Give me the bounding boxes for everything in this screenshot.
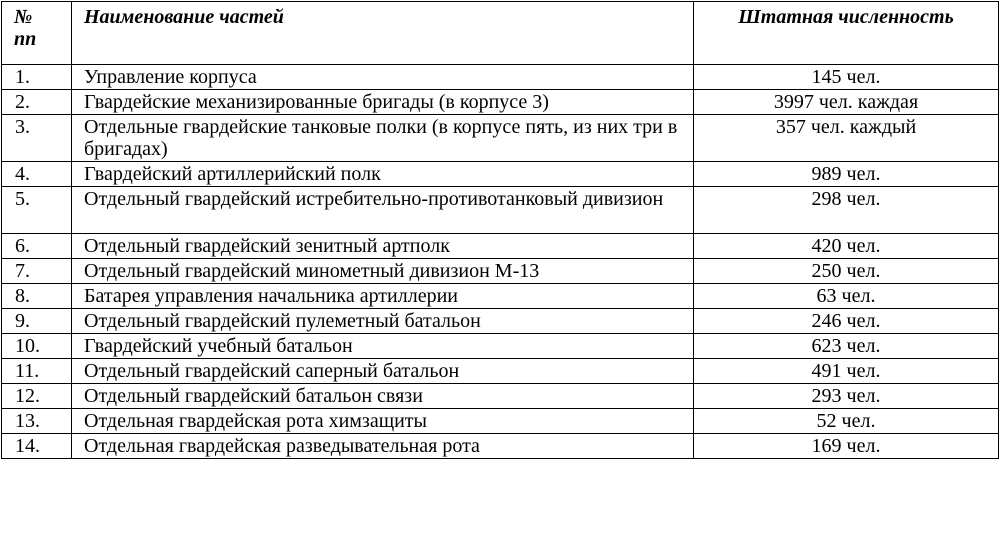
header-number-abbr: пп (14, 28, 37, 50)
table-row (2, 284, 999, 309)
row-unit-name: Отдельный гвардейский батальон связи (72, 384, 694, 409)
row-number: 3. (2, 115, 72, 162)
row-staff-count: 357 чел. каждый (694, 115, 999, 162)
row-number: 10. (2, 334, 72, 359)
row-number: 11. (2, 359, 72, 384)
table-row (2, 434, 999, 459)
row-unit-name: Отдельные гвардейские танковые полки (в корпусе пять, из них три в бригадах) (72, 115, 694, 162)
row-staff-count: 250 чел. (694, 259, 999, 284)
table-row (2, 234, 999, 259)
row-unit-name: Гвардейский артиллерийский полк (72, 162, 694, 187)
table-row (2, 115, 999, 162)
table-row (2, 359, 999, 384)
row-number: 6. (2, 234, 72, 259)
row-number: 2. (2, 90, 72, 115)
row-number: 13. (2, 409, 72, 434)
header-unit-name: Наименование частей (72, 2, 694, 65)
row-staff-count: 246 чел. (694, 309, 999, 334)
row-number: 5. (2, 187, 72, 234)
table-header-row (2, 2, 999, 65)
row-staff-count: 145 чел. (694, 65, 999, 90)
row-staff-count: 3997 чел. каждая (694, 90, 999, 115)
row-unit-name: Управление корпуса (72, 65, 694, 90)
row-staff-count: 491 чел. (694, 359, 999, 384)
table-row (2, 187, 999, 234)
units-table (1, 1, 999, 459)
row-unit-name: Отдельный гвардейский истребительно-противотанковый дивизион (72, 187, 694, 234)
row-number: 4. (2, 162, 72, 187)
row-staff-count: 63 чел. (694, 284, 999, 309)
header-number (2, 2, 72, 65)
table-row (2, 409, 999, 434)
row-number: 12. (2, 384, 72, 409)
row-unit-name: Отдельный гвардейский пулеметный батальон (72, 309, 694, 334)
header-staff-count: Штатная численность (694, 2, 999, 65)
table-row (2, 309, 999, 334)
row-staff-count: 169 чел. (694, 434, 999, 459)
row-unit-name: Отдельный гвардейский зенитный артполк (72, 234, 694, 259)
row-staff-count: 293 чел. (694, 384, 999, 409)
row-unit-name: Гвардейские механизированные бригады (в корпусе 3) (72, 90, 694, 115)
table-row (2, 65, 999, 90)
row-staff-count: 298 чел. (694, 187, 999, 234)
row-unit-name: Батарея управления начальника артиллерии (72, 284, 694, 309)
row-number: 9. (2, 309, 72, 334)
row-staff-count: 420 чел. (694, 234, 999, 259)
row-number: 7. (2, 259, 72, 284)
row-number: 8. (2, 284, 72, 309)
table-row (2, 259, 999, 284)
table-row (2, 162, 999, 187)
header-number-symbol: № (14, 6, 33, 28)
row-unit-name: Гвардейский учебный батальон (72, 334, 694, 359)
row-unit-name: Отдельная гвардейская разведывательная рота (72, 434, 694, 459)
row-unit-name: Отдельный гвардейский минометный дивизион М-13 (72, 259, 694, 284)
table-row (2, 90, 999, 115)
row-staff-count: 52 чел. (694, 409, 999, 434)
row-unit-name: Отдельная гвардейская рота химзащиты (72, 409, 694, 434)
row-number: 14. (2, 434, 72, 459)
table-row (2, 334, 999, 359)
row-unit-name: Отдельный гвардейский саперный батальон (72, 359, 694, 384)
row-staff-count: 623 чел. (694, 334, 999, 359)
row-number: 1. (2, 65, 72, 90)
table-body (2, 65, 999, 459)
table-row (2, 384, 999, 409)
row-staff-count: 989 чел. (694, 162, 999, 187)
